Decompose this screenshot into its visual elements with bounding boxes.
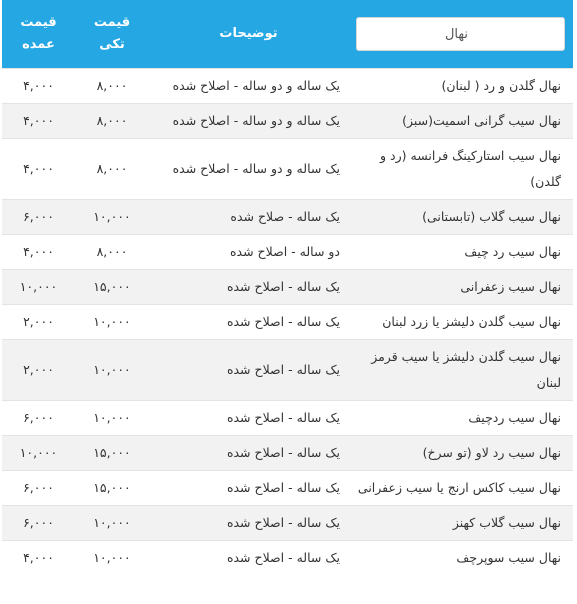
bulk-price: ۴,۰۰۰ — [2, 540, 75, 575]
header-bulk-price: قیمت عمده — [20, 14, 57, 52]
table-row — [2, 339, 573, 400]
seedling-description: یک ساله و دو ساله - اصلاح شده — [149, 103, 348, 138]
seedling-name: نهال سیب زعفرانی — [348, 269, 573, 304]
seedling-description: یک ساله و دو ساله - اصلاح شده — [149, 138, 348, 199]
unit-price: ۱۵,۰۰۰ — [75, 470, 149, 505]
seedling-name: نهال سیب استارکینگ فرانسه (رد و گلدن) — [348, 138, 573, 199]
table-row — [2, 400, 573, 435]
table-header — [2, 0, 573, 68]
bulk-price: ۶,۰۰۰ — [2, 400, 75, 435]
table-row — [2, 470, 573, 505]
table-row — [2, 138, 573, 199]
unit-price: ۸,۰۰۰ — [75, 68, 149, 103]
seedling-description: یک ساله - اصلاح شده — [149, 435, 348, 470]
seedling-description: یک ساله - اصلاح شده — [149, 505, 348, 540]
seedling-name: نهال سیب سوپرچف — [348, 540, 573, 575]
table-row — [2, 269, 573, 304]
table-row — [2, 199, 573, 234]
bulk-price: ۱۰,۰۰۰ — [2, 269, 75, 304]
unit-price: ۱۵,۰۰۰ — [75, 435, 149, 470]
seedling-description: یک ساله و دو ساله - اصلاح شده — [149, 68, 348, 103]
unit-price: ۸,۰۰۰ — [75, 138, 149, 199]
seedling-description: یک ساله - اصلاح شده — [149, 269, 348, 304]
unit-price: ۱۰,۰۰۰ — [75, 540, 149, 575]
bulk-price: ۴,۰۰۰ — [2, 68, 75, 103]
bulk-price: ۴,۰۰۰ — [2, 138, 75, 199]
table-row — [2, 435, 573, 470]
bulk-price: ۲,۰۰۰ — [2, 304, 75, 339]
seedling-description: دو ساله - اصلاح شده — [149, 234, 348, 269]
seedling-name: نهال سیب رد لاو (تو سرخ) — [348, 435, 573, 470]
unit-price: ۱۵,۰۰۰ — [75, 269, 149, 304]
table-row — [2, 304, 573, 339]
header-unit-price: قیمت تکی — [93, 14, 131, 52]
bulk-price: ۴,۰۰۰ — [2, 234, 75, 269]
seedling-description: یک ساله - اصلاح شده — [149, 470, 348, 505]
seedling-name: نهال گلدن و رد ( لبنان) — [348, 68, 573, 103]
seedling-name: نهال سیب رد چیف — [348, 234, 573, 269]
bulk-price: ۱۰,۰۰۰ — [2, 435, 75, 470]
table-row — [2, 234, 573, 269]
seedling-description: یک ساله - صلاح شده — [149, 199, 348, 234]
seedling-description: یک ساله - اصلاح شده — [149, 400, 348, 435]
table-row — [2, 540, 573, 575]
bulk-price: ۶,۰۰۰ — [2, 470, 75, 505]
unit-price: ۸,۰۰۰ — [75, 103, 149, 138]
bulk-price: ۲,۰۰۰ — [2, 339, 75, 400]
bulk-price: ۴,۰۰۰ — [2, 103, 75, 138]
unit-price: ۱۰,۰۰۰ — [75, 199, 149, 234]
seedling-name: نهال سیب گلاب (تابستانی) — [348, 199, 573, 234]
unit-price: ۱۰,۰۰۰ — [75, 505, 149, 540]
seedling-description: یک ساله - اصلاح شده — [149, 540, 348, 575]
seedling-name: نهال سیب کاکس ارنج یا سیب زعفرانی — [348, 470, 573, 505]
unit-price: ۱۰,۰۰۰ — [75, 304, 149, 339]
seedling-description: یک ساله - اصلاح شده — [149, 304, 348, 339]
price-table — [2, 0, 573, 575]
header-row — [2, 0, 573, 68]
seedling-name: نهال سیب ردچیف — [348, 400, 573, 435]
search-input[interactable]: نهال — [356, 17, 565, 51]
unit-price: ۸,۰۰۰ — [75, 234, 149, 269]
header-search-cell — [348, 0, 573, 68]
seedling-name: نهال سیب گلاب کهنز — [348, 505, 573, 540]
seedling-description: یک ساله - اصلاح شده — [149, 339, 348, 400]
bulk-price: ۶,۰۰۰ — [2, 505, 75, 540]
seedling-name: نهال سیب گرانی اسمیت(سبز) — [348, 103, 573, 138]
table-row — [2, 68, 573, 103]
seedling-name: نهال سیب گلدن دلیشز یا سیب قرمز لبنان — [348, 339, 573, 400]
table-row — [2, 505, 573, 540]
unit-price: ۱۰,۰۰۰ — [75, 400, 149, 435]
bulk-price: ۶,۰۰۰ — [2, 199, 75, 234]
unit-price: ۱۰,۰۰۰ — [75, 339, 149, 400]
table-row — [2, 103, 573, 138]
header-description: توضیحات — [219, 25, 278, 41]
table-body — [2, 68, 573, 575]
seedling-name: نهال سیب گلدن دلیشز یا زرد لبنان — [348, 304, 573, 339]
